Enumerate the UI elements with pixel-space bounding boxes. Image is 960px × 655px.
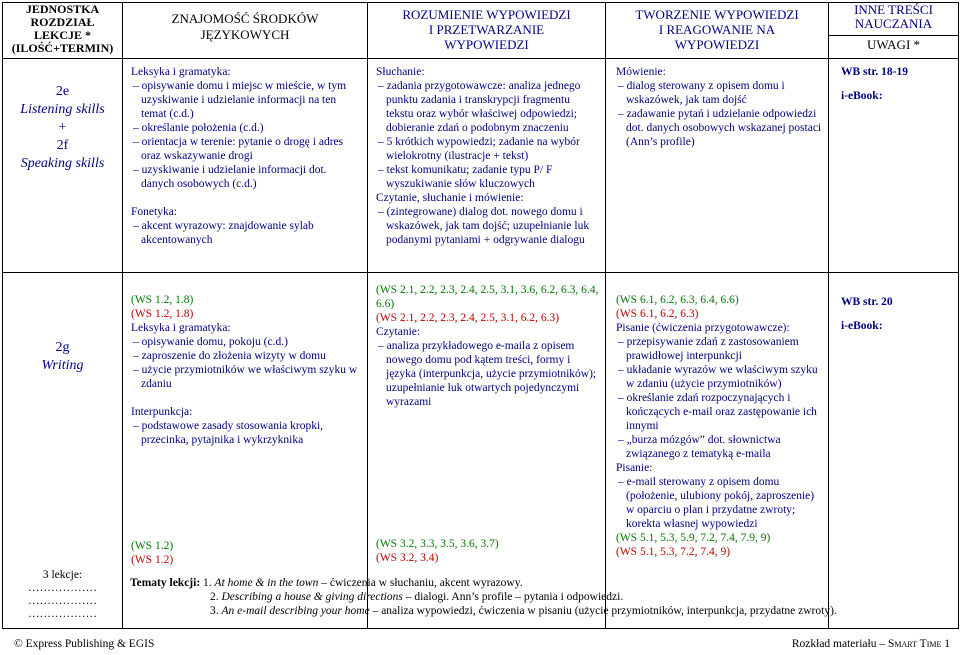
list-item: – układanie wyrazów we właściwym szyku w zdaniu (użycie przymiotników) [616, 363, 822, 391]
section-heading: Pisanie (ćwiczenia przygotowawcze): [616, 322, 790, 334]
list-item: – zadawanie pytań i udzielanie odpowiedzi dot. danych osobowych wskazanej postaci (Ann’s profile) [616, 107, 822, 149]
header-line: I REAGOWANIE NA [658, 22, 776, 37]
header-line: WYPOWIEDZI [444, 37, 529, 52]
topic-item [130, 590, 930, 604]
header-line: JEDNOSTKA [25, 2, 100, 16]
list-item: – uzyskiwanie i udzielanie informacji dot. danych osobowych (c.d.) [131, 163, 361, 191]
topic-description: – dialogi. Ann’s profile – pytania i odpowiedzi. [402, 591, 624, 603]
lesson-code: 2g [55, 340, 70, 355]
list-item: – 5 krótkich wypowiedzi; zadanie na wybór wielokrotny (ilustracje + tekst) [376, 135, 599, 163]
topic-number: 3. [210, 605, 219, 617]
language-cell-1 [123, 59, 368, 273]
list-item: – opisywanie domu, pokoju (c.d.) [131, 335, 361, 349]
topic-item [130, 604, 930, 618]
lesson-cell-1 [3, 59, 123, 273]
header-line: I PRZETWARZANIE [428, 22, 545, 37]
header-comprehension [368, 3, 606, 59]
header-language [123, 3, 368, 59]
list-item: – e-mail sterowany z opisem domu (położenie, ulubiony pokój, zaproszenie) w oparciu o plan i przydatne zwroty; korekta własnej wypowiedzi [616, 475, 822, 531]
lesson-topics [130, 576, 930, 618]
ws-code: (WS 1.2) [131, 540, 174, 552]
list-item: – tekst komunikatu; zadanie typu P/ F wyszukiwanie słów kluczowych [376, 163, 599, 191]
ws-code: (WS 1.2, 1.8) [131, 294, 194, 306]
section-heading: Fonetyka: [131, 206, 177, 218]
footer-doc-title [792, 638, 950, 650]
header-production [606, 3, 829, 59]
topic-item [203, 577, 523, 589]
ws-code: (WS 5.1, 5.3, 5.9, 7.2, 7.4, 7.9, 9) [616, 532, 771, 544]
workbook-ref: WB str. 20 [841, 296, 893, 308]
section-heading: Mówienie: [616, 66, 666, 78]
ebook-ref: i-eBook: [841, 320, 883, 332]
header-line: TWORZENIE WYPOWIEDZI [635, 7, 799, 22]
topic-number: 2. [210, 591, 219, 603]
header-other [829, 3, 959, 59]
header-line: LEKCJE * [33, 28, 91, 42]
workbook-ref: WB str. 18-19 [841, 66, 908, 78]
list-item: – użycie przymiotników we właściwym szyku w zdaniu [131, 363, 361, 391]
blank-line: ……………… [28, 608, 97, 620]
topic-description: – analiza wypowiedzi, ćwiczenia w pisaniu (użycie przymiotników, interpunkcja, przydatne zwroty). [369, 605, 837, 617]
list-item: – określanie położenia (c.d.) [131, 121, 361, 135]
ws-code: (WS 2.1, 2.2, 2.3, 2.4, 2.5, 3.1, 3.6, 6.2, 6.3, 6.4, 6.6) [376, 284, 599, 310]
section-heading: Leksyka i gramatyka: [131, 66, 231, 78]
list-item: – „burza mózgów” dot. słownictwa związanego z tematyką e-maila [616, 433, 822, 461]
blank-line: ……………… [28, 595, 97, 607]
header-line: ROZUMIENIE WYPOWIEDZI [402, 7, 571, 22]
ebook-ref: i-eBook: [841, 90, 883, 102]
list-item: – (zintegrowane) dialog dot. nowego domu i wskazówek, jak tam dojść; uzupełnianie luk podanymi pytaniami + odgrywanie dialogu [376, 205, 599, 247]
header-row [3, 3, 959, 59]
section-heading: Czytanie, słuchanie i mówienie: [376, 192, 524, 204]
list-item: – zaproszenie do złożenia wizyty w domu [131, 349, 361, 363]
footer-copyright: © Express Publishing & EGIS [14, 638, 155, 650]
footer-doc-name: Smart Time 1 [887, 638, 950, 650]
lesson-row-1 [3, 59, 959, 273]
topic-title: An e-mail describing your home [221, 605, 370, 617]
section-heading: Słuchanie: [376, 66, 425, 78]
topic-title: Describing a house & giving directions [221, 591, 403, 603]
lesson-code: 2e [55, 84, 70, 99]
comprehension-cell-1 [368, 59, 606, 273]
lesson-code: 2f [56, 138, 69, 153]
section-heading: Interpunkcja: [131, 406, 193, 418]
lesson-title: Speaking skills [20, 156, 105, 171]
header-line: ROZDZIAŁ [30, 15, 95, 29]
list-item: – przepisywanie zdań z zastosowaniem prawidłowej interpunkcji [616, 335, 822, 363]
section-heading: Czytanie: [376, 326, 421, 338]
lessons-count: 3 lekcje: [42, 569, 83, 581]
list-item: – analiza przykładowego e-maila z opisem nowego domu pod kątem treści, formy i języka (interpunkcja, użycie przymiotników); uzupełnianie luk otwartych pojedynczymi wyrazami [376, 339, 599, 409]
header-lesson [3, 3, 123, 59]
list-item: – opisywanie domu i miejsc w mieście, w tym uzyskiwanie i udzielanie informacji na ten temat (c.d.) [131, 79, 361, 121]
lesson-title: Listening skills [20, 102, 105, 117]
ws-code: (WS 2.1, 2.2, 2.3, 2.4, 2.5, 3.1, 6.2, 6.3) [376, 312, 560, 324]
header-line: NAUCZANIA [854, 16, 933, 31]
topics-label: Tematy lekcji: [130, 577, 201, 589]
section-heading: Leksyka i gramatyka: [131, 322, 231, 334]
ws-code: (WS 3.2, 3.3, 3.5, 3.6, 3.7) [376, 538, 499, 550]
lesson-cell-2 [3, 273, 123, 629]
lesson-title: Writing [41, 358, 84, 373]
list-item: – zadania przygotowawcze: analiza jednego punktu zadania i transkrypcji fragmentu tekstu oraz wybór właściwej odpowiedzi; dobieranie zdań o podobnym znaczeniu [376, 79, 599, 135]
ws-code: (WS 6.1, 6.2, 6.3) [616, 308, 699, 320]
other-cell-1 [829, 59, 959, 273]
footer-doc-prefix: Rozkład materiału – [791, 638, 888, 650]
list-item: – orientacja w terenie: pytanie o drogę i adres oraz wskazywanie drogi [131, 135, 361, 163]
list-item: – dialog sterowany z opisem domu i wskazówek, jak tam dojść [616, 79, 822, 107]
topic-description: – ćwiczenia w słuchaniu, akcent wyrazowy. [318, 577, 523, 589]
blank-line: ……………… [28, 582, 97, 594]
list-item: – podstawowe zasady stosowania kropki, przecinka, pytajnika i wykrzyknika [131, 419, 361, 447]
header-line: WYPOWIEDZI [674, 37, 760, 52]
topic-title: At home & in the town [214, 577, 319, 589]
list-item: – akcent wyrazowy: znajdowanie sylab akcentowanych [131, 219, 361, 247]
ws-code: (WS 5.1, 5.3, 7.2, 7.4, 9) [616, 546, 731, 558]
ws-code: (WS 3.2, 3.4) [376, 552, 439, 564]
ws-code: (WS 6.1, 6.2, 6.3, 6.4, 6.6) [616, 294, 739, 306]
ws-code: (WS 1.2, 1.8) [131, 308, 194, 320]
header-line: ZNAJOMOŚĆ ŚRODKÓW [171, 11, 319, 26]
ws-code: (WS 1.2) [131, 554, 174, 566]
header-line: INNE TREŚCI [854, 2, 933, 17]
section-heading: Pisanie: [616, 462, 653, 474]
header-line: (ILOŚĆ+TERMIN) [11, 41, 114, 55]
production-cell-1 [606, 59, 829, 273]
header-notes: UWAGI * [829, 35, 958, 52]
topic-number: 1. [203, 577, 212, 589]
lesson-plus: + [58, 120, 67, 135]
lesson-plan-table [2, 2, 959, 629]
list-item: – określanie zdań rozpoczynających i kończących e-mail oraz zastępowanie ich innymi [616, 391, 822, 433]
header-line: JĘZYKOWYCH [200, 27, 290, 42]
